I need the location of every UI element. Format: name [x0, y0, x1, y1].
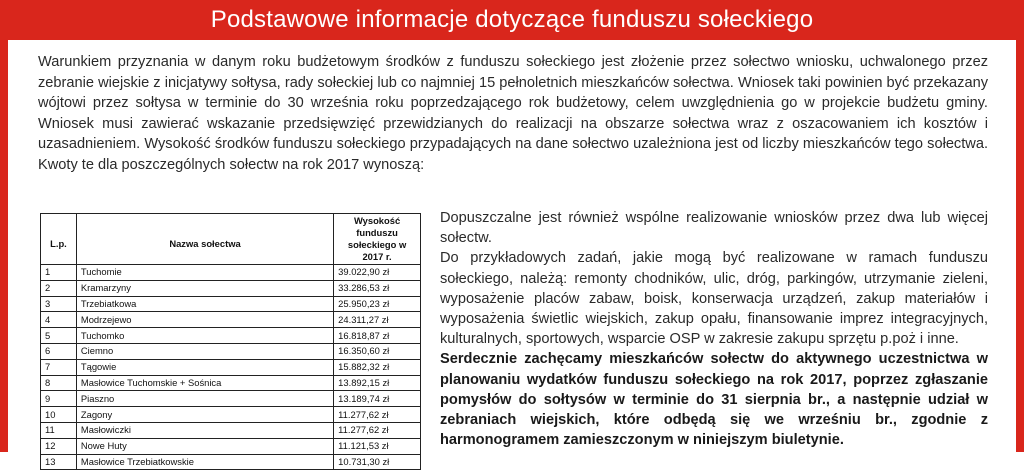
cell-name: Piaszno	[76, 391, 333, 407]
cell-name: Trzebiatkowa	[76, 296, 333, 312]
cell-lp: 13	[41, 454, 77, 470]
cell-lp: 9	[41, 391, 77, 407]
cell-name: Tuchomie	[76, 265, 333, 281]
table-row	[41, 328, 421, 344]
cell-name: Masłowiczki	[76, 422, 333, 438]
cell-lp: 3	[41, 296, 77, 312]
intro-paragraph: Warunkiem przyznania w danym roku budżetowym środków z funduszu sołeckiego jest złożenie przez sołectwo wniosku, uchwalonego przez zebranie wiejskie z inicjatywy sołtysa, rady sołeckiej lub co najmniej 15 pełnoletnich mieszkańców sołectwa. Wniosek taki powinien być przekazany wójtowi przez sołtysa w terminie do 30 września roku poprzedzającego rok budżetowy, celem uwzględnienia go w projekcie budżetu gminy. Wniosek musi zawierać wskazanie przedsięwzięć przewidzianych do realizacji na obszarze sołectwa wraz z oszacowaniem ich kosztów i uzasadnieniem. Wysokość środków funduszu sołeckiego przypadających na dane sołectwo uzależniona jest od liczby mieszkańców tego sołectwa. Kwoty te dla poszczególnych sołectw na rok 2017 wynoszą:	[38, 54, 988, 173]
left-accent-bar	[0, 40, 8, 452]
call-to-action-paragraph: Serdecznie zachęcamy mieszkańców sołectw do aktywnego uczestnictwa w planowaniu wydatków funduszu sołeckiego na rok 2017, poprzez zgłaszanie pomysłów do sołtysów w terminie do 31 sierpnia br., a następnie udział w zebraniach wiejskich, które odbędą się we wrześniu br., zgodnie z harmonogramem zamieszczonym w niniejszym biuletynie.	[440, 351, 988, 449]
table-row	[41, 296, 421, 312]
cell-name: Zagony	[76, 407, 333, 423]
cell-amount: 11.277,62 zł	[334, 407, 421, 423]
table-row	[41, 265, 421, 281]
table-row	[41, 312, 421, 328]
cell-amount: 33.286,53 zł	[334, 280, 421, 296]
table-row	[41, 407, 421, 423]
cell-amount: 39.022,90 zł	[334, 265, 421, 281]
table-body	[41, 265, 421, 470]
table-row	[41, 343, 421, 359]
header-band	[0, 0, 1024, 40]
cell-lp: 2	[41, 280, 77, 296]
cell-lp: 12	[41, 438, 77, 454]
header-amount: Wysokość funduszu sołeckiego w 2017 r.	[334, 214, 421, 265]
cell-lp: 6	[41, 343, 77, 359]
cell-lp: 8	[41, 375, 77, 391]
cell-amount: 15.882,32 zł	[334, 359, 421, 375]
table-row	[41, 391, 421, 407]
cell-lp: 5	[41, 328, 77, 344]
table-row	[41, 454, 421, 470]
page-title: Podstawowe informacje dotyczące funduszu sołeckiego	[210, 6, 814, 33]
cell-amount: 10.731,30 zł	[334, 454, 421, 470]
joint-applications-paragraph: Dopuszczalne jest również wspólne realizowanie wniosków przez dwa lub więcej sołectw.	[440, 210, 988, 247]
cell-lp: 10	[41, 407, 77, 423]
table-row	[41, 422, 421, 438]
right-column	[440, 208, 988, 450]
cell-amount: 13.892,15 zł	[334, 375, 421, 391]
cell-amount: 24.311,27 zł	[334, 312, 421, 328]
table-row	[41, 280, 421, 296]
example-tasks-paragraph: Do przykładowych zadań, jakie mogą być realizowane w ramach funduszu sołeckiego, należą: remonty chodników, ulic, dróg, parkingów, utrzymanie zieleni, wyposażenie placów zabaw, boisk, konserwacja urządzeń, zakup materiałów i wyposażenia świetlic wiejskich, zakup opału, finansowanie imprez integracyjnych, kulturalnych, sportowych, wsparcie OSP w zakresie zakupu sprzętu p.poż i inne.	[440, 250, 988, 348]
cell-amount: 11.121,53 zł	[334, 438, 421, 454]
cell-lp: 7	[41, 359, 77, 375]
right-accent-bar	[1016, 40, 1024, 452]
cell-name: Masłowice Trzebiatkowskie	[76, 454, 333, 470]
cell-lp: 1	[41, 265, 77, 281]
header-name: Nazwa sołectwa	[76, 214, 333, 265]
cell-name: Tągowie	[76, 359, 333, 375]
table-header-row	[41, 214, 421, 265]
cell-amount: 16.350,60 zł	[334, 343, 421, 359]
cell-name: Nowe Huty	[76, 438, 333, 454]
cell-name: Kramarzyny	[76, 280, 333, 296]
cell-lp: 4	[41, 312, 77, 328]
fund-table	[40, 213, 421, 470]
cell-name: Modrzejewo	[76, 312, 333, 328]
fund-table-container	[40, 213, 421, 470]
cell-amount: 13.189,74 zł	[334, 391, 421, 407]
table-row	[41, 359, 421, 375]
cell-amount: 16.818,87 zł	[334, 328, 421, 344]
cell-name: Tuchomko	[76, 328, 333, 344]
cell-amount: 11.277,62 zł	[334, 422, 421, 438]
cell-amount: 25.950,23 zł	[334, 296, 421, 312]
table-row	[41, 438, 421, 454]
table-row	[41, 375, 421, 391]
cell-name: Masłowice Tuchomskie + Sośnica	[76, 375, 333, 391]
header-lp: L.p.	[41, 214, 77, 265]
cell-lp: 11	[41, 422, 77, 438]
cell-name: Ciemno	[76, 343, 333, 359]
